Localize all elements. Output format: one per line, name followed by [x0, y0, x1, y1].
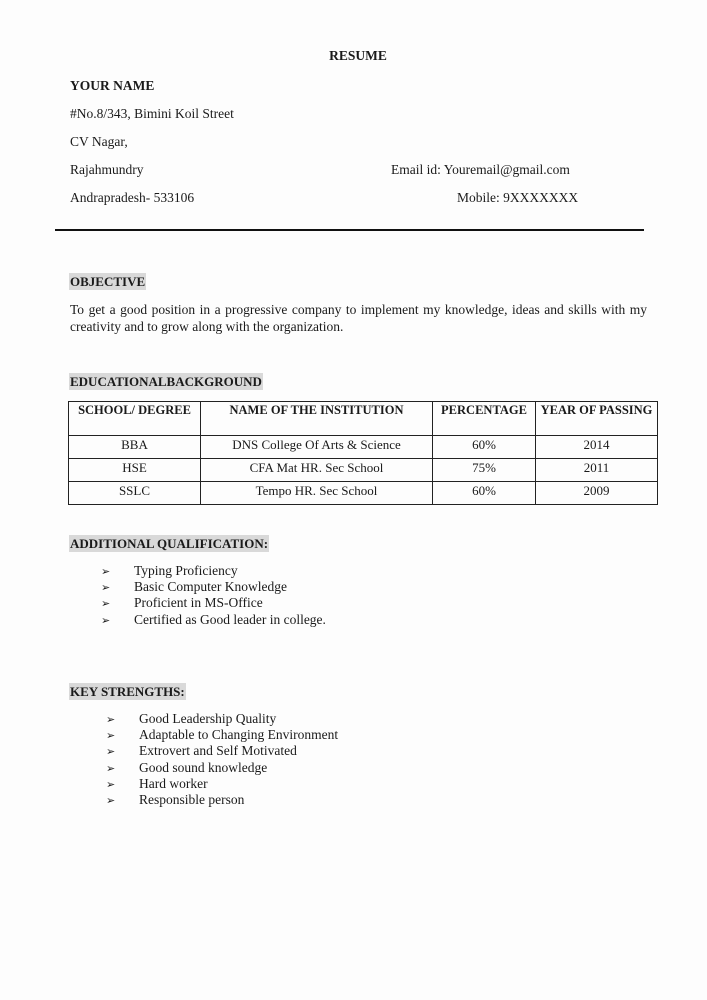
arrowhead-bullet-icon: ➢	[101, 613, 111, 627]
table-cell: HSE	[69, 459, 201, 482]
table-row	[69, 482, 658, 505]
table-cell: DNS College Of Arts & Science	[201, 436, 433, 459]
address-line-1: #No.8/343, Bimini Koil Street	[70, 106, 234, 121]
column-header: SCHOOL/ DEGREE	[69, 402, 201, 436]
arrowhead-bullet-icon: ➢	[101, 581, 111, 595]
list-item: ➢ Proficient in MS-Office	[101, 595, 326, 611]
table-row	[69, 459, 658, 482]
table-row	[69, 436, 658, 459]
objective-heading: OBJECTIVE	[70, 274, 146, 289]
table-cell: 2009	[536, 482, 658, 505]
list-item: ➢ Hard worker	[106, 776, 338, 792]
education-table	[68, 401, 658, 505]
list-item: ➢ Good sound knowledge	[106, 760, 338, 776]
table-cell: CFA Mat HR. Sec School	[201, 459, 433, 482]
arrowhead-bullet-icon: ➢	[106, 729, 116, 743]
list-item: ➢ Responsible person	[106, 792, 338, 808]
table-cell: 75%	[433, 459, 536, 482]
address-line-4: Andrapradesh- 533106	[70, 190, 195, 205]
arrowhead-bullet-icon: ➢	[106, 745, 116, 759]
additional-qualification-list	[101, 563, 326, 628]
arrowhead-bullet-icon: ➢	[106, 777, 116, 791]
column-header: NAME OF THE INSTITUTION	[201, 402, 433, 436]
table-cell: 60%	[433, 436, 536, 459]
key-strengths-heading: KEY STRENGTHS:	[70, 684, 185, 699]
address-line-2: CV Nagar,	[70, 134, 128, 149]
arrowhead-bullet-icon: ➢	[101, 597, 111, 611]
arrowhead-bullet-icon: ➢	[106, 793, 116, 807]
table-cell: 60%	[433, 482, 536, 505]
list-item: ➢ Good Leadership Quality	[106, 711, 338, 727]
education-heading: EDUCATIONALBACKGROUND	[70, 374, 262, 389]
arrowhead-bullet-icon: ➢	[106, 761, 116, 775]
objective-text: To get a good position in a progressive company to implement my knowledge, ideas and skills with my creativity and to grow along with the organization.	[70, 302, 647, 334]
email-text: Email id: Youremail@gmail.com	[391, 162, 570, 177]
header-divider	[55, 229, 644, 231]
page-title: RESUME	[329, 48, 387, 63]
candidate-name: YOUR NAME	[70, 78, 155, 93]
table-cell: 2011	[536, 459, 658, 482]
table-header-row	[69, 402, 658, 436]
mobile-text: Mobile: 9XXXXXXX	[457, 190, 579, 205]
table-cell: 2014	[536, 436, 658, 459]
table-cell: BBA	[69, 436, 201, 459]
list-item: ➢ Adaptable to Changing Environment	[106, 727, 338, 743]
list-item: ➢ Certified as Good leader in college.	[101, 612, 326, 628]
address-line-3: Rajahmundry	[70, 162, 144, 177]
key-strengths-list	[106, 711, 338, 808]
list-item: ➢ Typing Proficiency	[101, 563, 326, 579]
column-header: YEAR OF PASSING	[536, 402, 658, 436]
list-item: ➢ Extrovert and Self Motivated	[106, 743, 338, 759]
arrowhead-bullet-icon: ➢	[101, 565, 111, 578]
table-cell: SSLC	[69, 482, 201, 505]
column-header: PERCENTAGE	[433, 402, 536, 436]
table-cell: Tempo HR. Sec School	[201, 482, 433, 505]
list-item: ➢ Basic Computer Knowledge	[101, 579, 326, 595]
arrowhead-bullet-icon: ➢	[106, 713, 116, 726]
additional-qualification-heading: ADDITIONAL QUALIFICATION:	[70, 536, 269, 551]
